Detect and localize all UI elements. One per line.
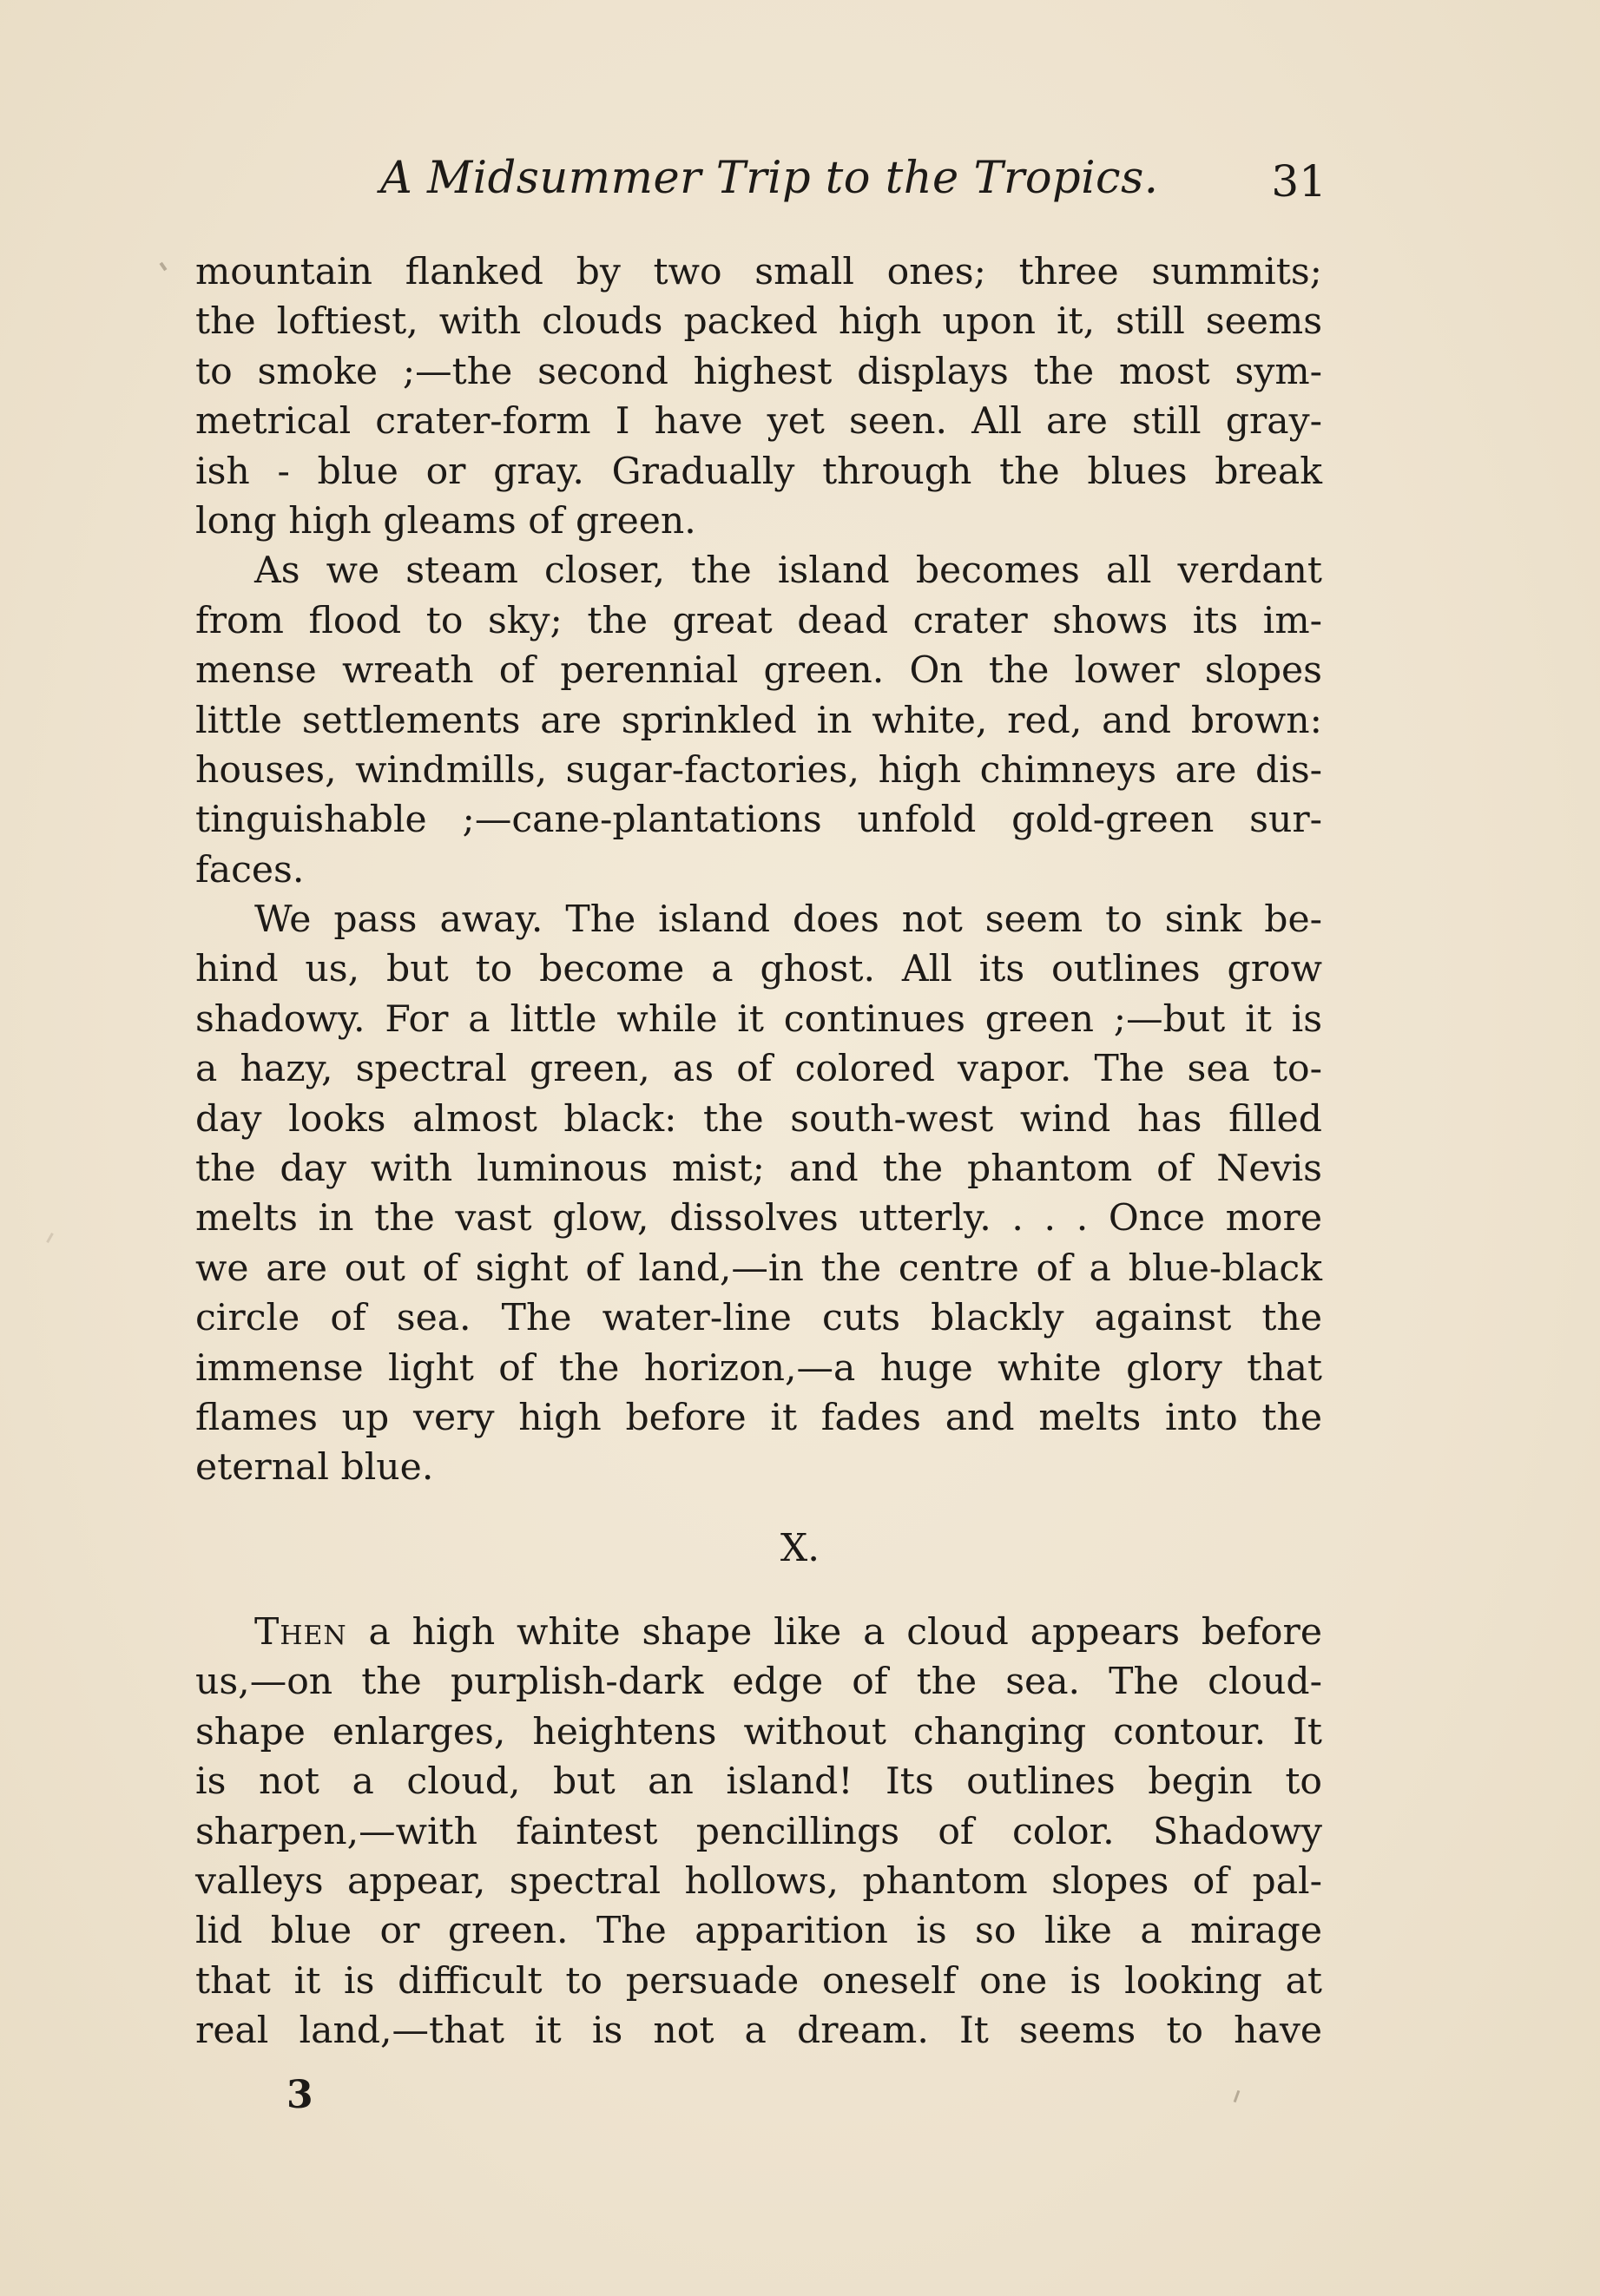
text-line: flames up very high before it fades and melts into the — [195, 1396, 1322, 1439]
body-text-bottom — [195, 1608, 1322, 2056]
text-line: the day with luminous mist; and the phantom of Nevis — [195, 1148, 1322, 1191]
text-line: mountain flanked by two small ones; three summits; — [195, 251, 1322, 293]
text-line: day looks almost black: the south-west wind has filled — [195, 1097, 1322, 1141]
text-line: lid blue or green. The apparition is so like a mirage — [195, 1910, 1322, 1953]
first-line-rest: a high white shape like a cloud appears before — [346, 1611, 1322, 1654]
text-line: We pass away. The island does not seem to sink be- — [254, 898, 1322, 942]
text-line: mense wreath of perennial green. On the lower slopes — [195, 649, 1322, 693]
text-line: is not a cloud, but an island! Its outlines begin to — [195, 1760, 1322, 1804]
text-line: ish - blue or gray. Gradually through the blues break — [195, 450, 1322, 493]
text-line: to smoke ;—the second highest displays the most sym- — [195, 350, 1322, 393]
text-line: faces. — [195, 848, 305, 891]
text-line: the loftiest, with clouds packed high upon it, still seems — [195, 300, 1322, 344]
text-line: shape enlarges, heightens without changing contour. It — [195, 1710, 1322, 1753]
text-line: immense light of the horizon,—a huge white glory that — [195, 1346, 1322, 1390]
text-line: little settlements are sprinkled in white, red, and brown: — [195, 699, 1322, 742]
text-line: real land,—that it is not a dream. It seems to have — [195, 2010, 1322, 2053]
text-line: a hazy, spectral green, as of colored vapor. The sea to- — [195, 1048, 1322, 1091]
text-line: eternal blue. — [195, 1446, 434, 1490]
page-number: 31 — [1271, 156, 1327, 207]
text-line: melts in the vast glow, dissolves utterly. . . . Once more — [195, 1197, 1322, 1240]
text-line-first — [195, 1608, 1322, 1657]
text-line: valleys appear, spectral hollows, phantom slopes of pal- — [195, 1859, 1322, 1903]
text-line: As we steam closer, the island becomes all verdant — [254, 549, 1322, 593]
text-line: tinguishable ;—cane-plantations unfold gold-green sur- — [195, 799, 1322, 842]
text-line: sharpen,—with faintest pencillings of color. Shadowy — [195, 1810, 1322, 1853]
text-line: long high gleams of green. — [195, 499, 696, 543]
text-line: from flood to sky; the great dead crater shows its im- — [195, 599, 1322, 642]
text-line: metrical crater-form I have yet seen. All are still gray- — [195, 400, 1322, 444]
drop-word: Then — [254, 1611, 347, 1654]
running-head — [198, 148, 1327, 226]
paper-speck — [159, 262, 167, 271]
signature-mark: 3 — [286, 2073, 313, 2117]
text-line: us,—on the purplish-dark edge of the sea. The cloud- — [195, 1661, 1322, 1704]
text-line: we are out of sight of land,—in the centre of a blue-black — [195, 1247, 1322, 1290]
text-line: shadowy. For a little while it continues green ;—but it is — [195, 997, 1322, 1041]
text-line: houses, windmills, sugar-factories, high chimneys are dis- — [195, 748, 1322, 792]
paper-speck — [46, 1233, 54, 1243]
body-text-top — [195, 247, 1322, 1493]
text-line: that it is difficult to persuade oneself one is looking at — [195, 1959, 1322, 2003]
running-title: A Midsummer Trip to the Tropics. — [380, 153, 1159, 204]
paper-speck — [1234, 2090, 1241, 2102]
section-heading: X. — [780, 1526, 820, 1570]
text-line: circle of sea. The water-line cuts blackly against the — [195, 1297, 1322, 1340]
text-line: hind us, but to become a ghost. All its outlines grow — [195, 948, 1322, 991]
